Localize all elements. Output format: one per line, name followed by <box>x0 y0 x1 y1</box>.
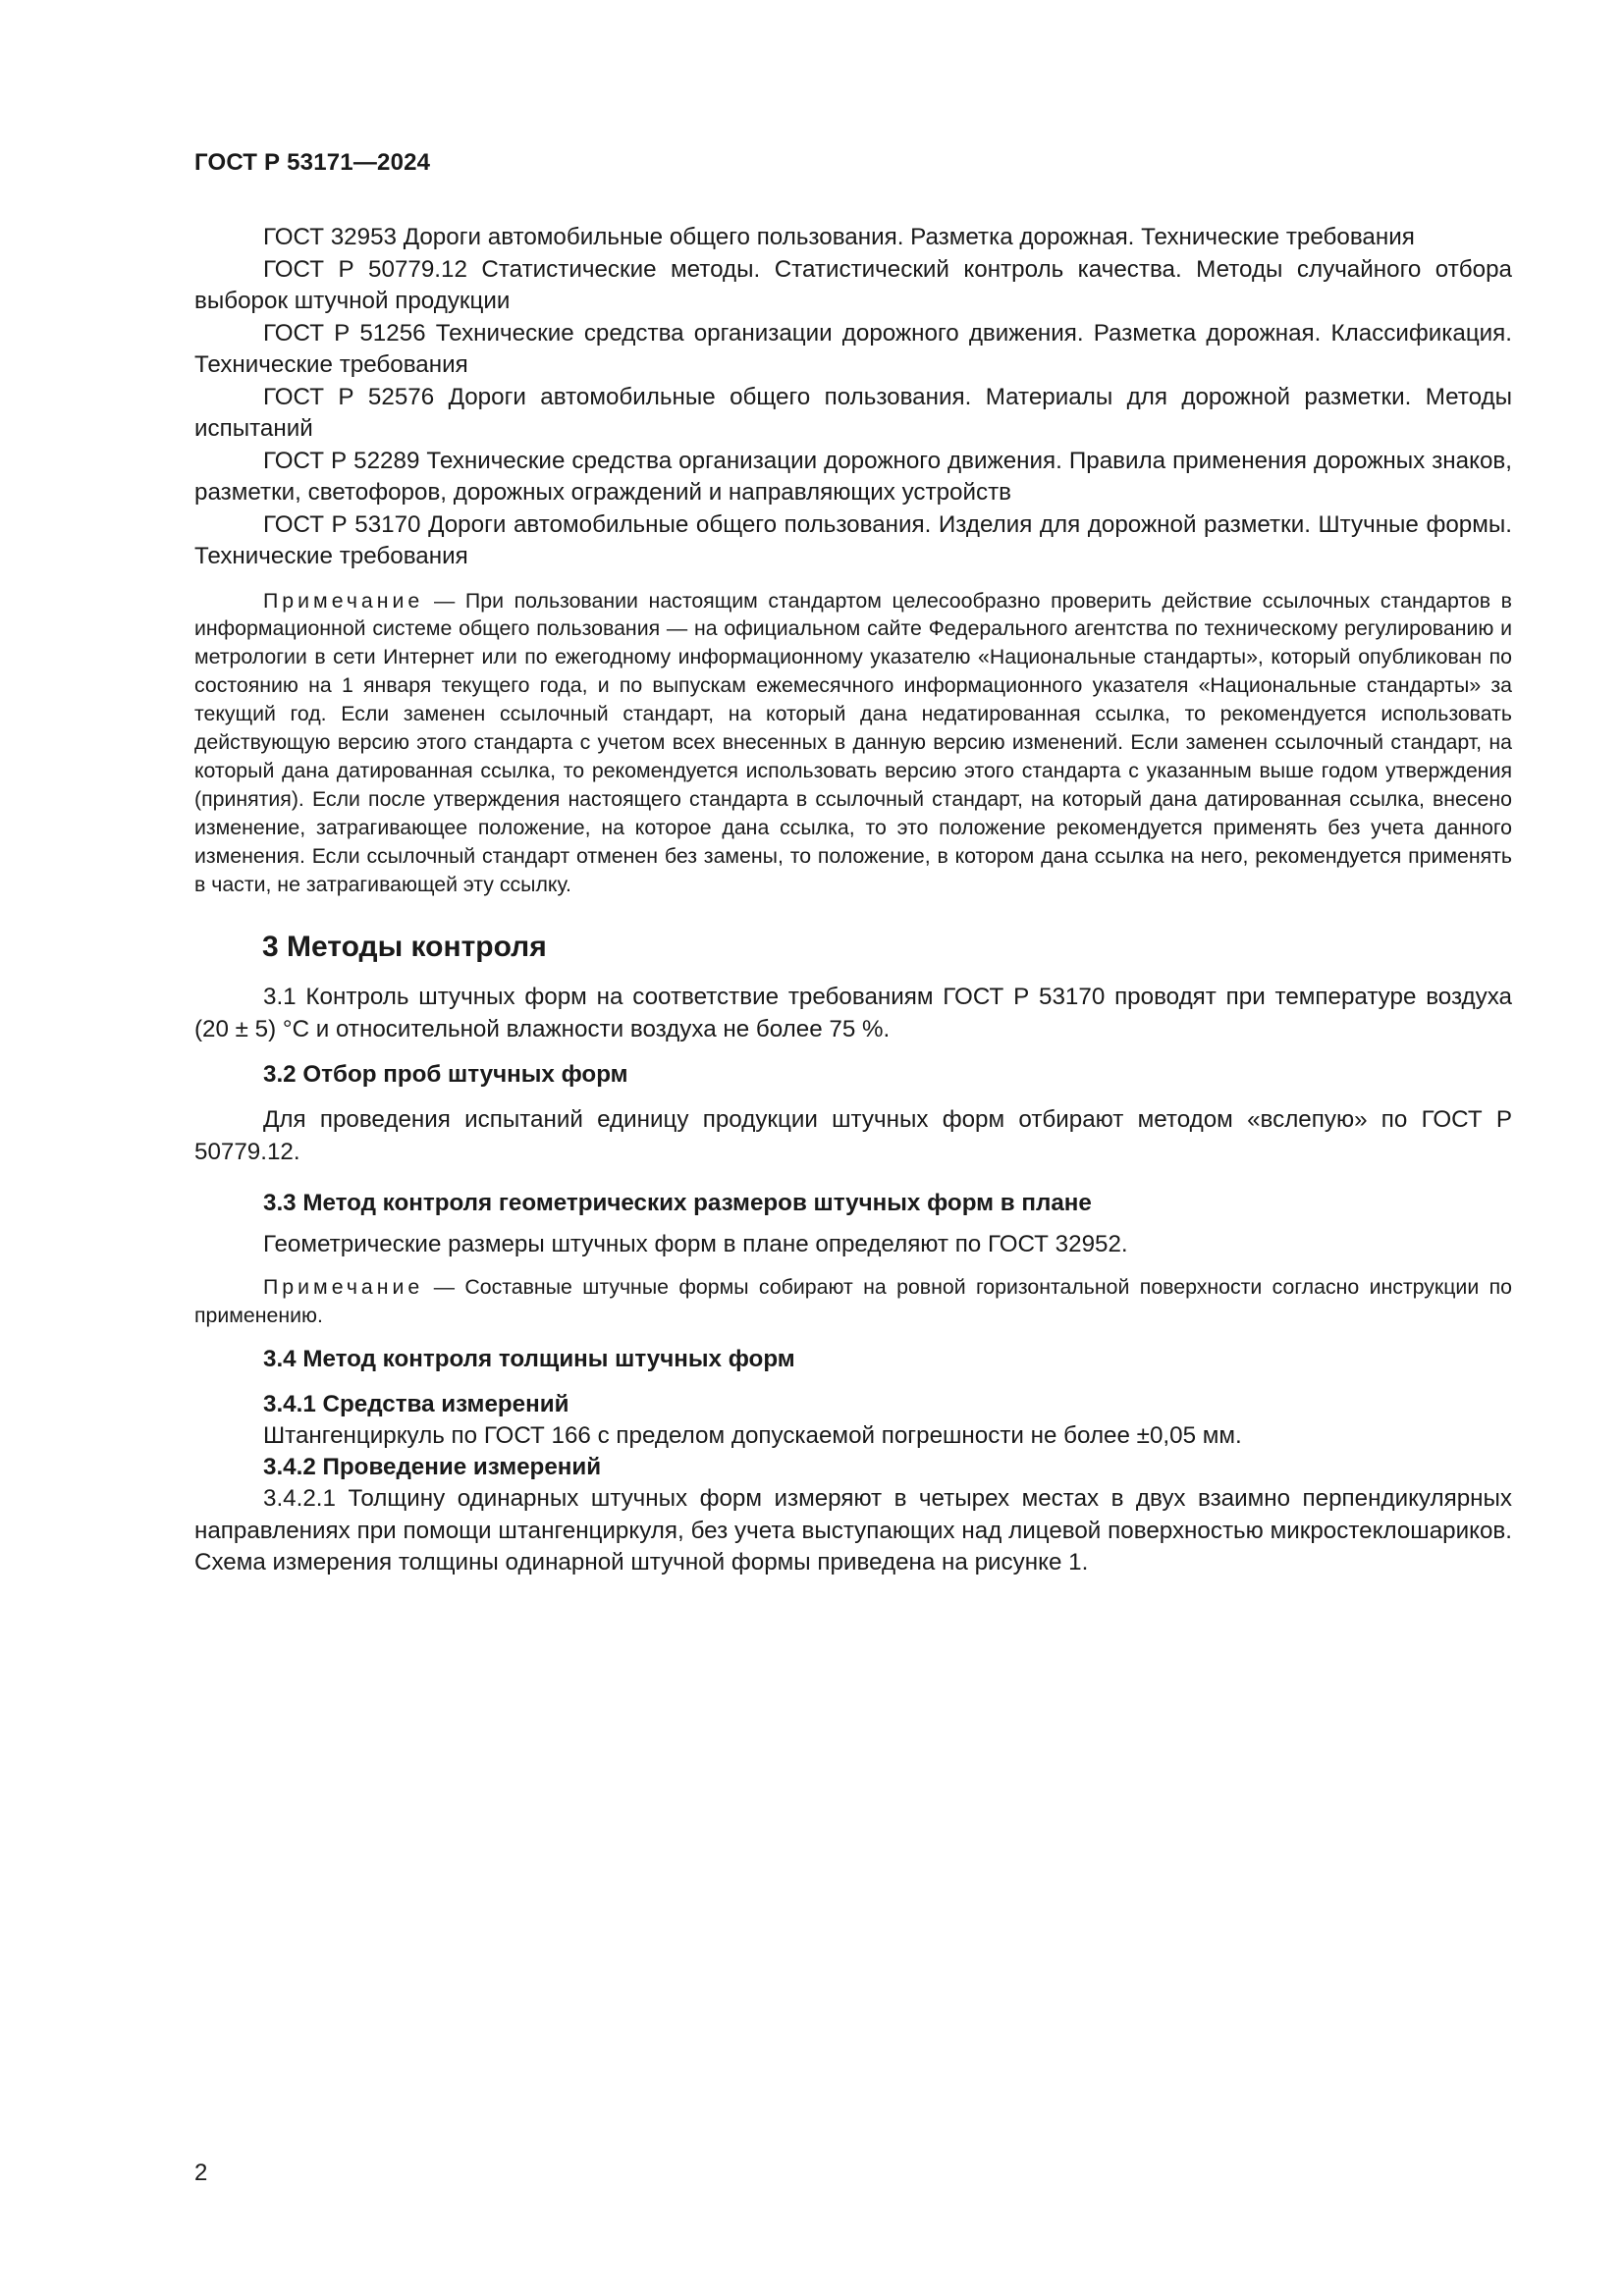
note-3-3 <box>194 1273 1512 1330</box>
heading-3-4: 3.4 Метод контроля толщины штучных форм <box>263 1345 795 1372</box>
heading-3-3: 3.3 Метод контроля геометрических размеров штучных форм в плане <box>263 1190 1092 1217</box>
paragraph-3-4-2-1: 3.4.2.1 Толщину одинарных штучных форм измеряют в четырех местах в двух взаимно перпендикулярных направлениях при помощи штангенциркуля, без учета выступающих над лицевой поверхностью микростеклошариков. Схема измерения толщины одинарной штучной формы приведена на рисунке 1. <box>194 1485 1512 1576</box>
paragraph-3-3: Геометрические размеры штучных форм в плане определяют по ГОСТ 32952. <box>263 1231 1128 1258</box>
note-text: — При пользовании настоящим стандартом целесообразно проверить действие ссылочных стандартов в информационной системе общего пользования — на официальном сайте Федерального агентства по техническому регулированию и метрологии в сети Интернет или по ежегодному информационному указателю «Национальные стандарты», который опубликован по состоянию на 1 января текущего года, и по выпускам ежемесячного информационного указателя «Национальные стандарты» за текущий год. Если заменен ссылочный стандарт, на который дана недатированная ссылка, то рекомендуется использовать действующую версию этого стандарта с учетом всех внесенных в данную версию изменений. Если заменен ссылочный стандарт, на который дана датированная ссылка, то рекомендуется использовать версию этого стандарта с указанным выше годом утверждения (принятия). Если после утверждения настоящего стандарта в ссылочный стандарт, на который дана датированная ссылка, внесено изменение, затрагивающее положение, на которое дана ссылка, то это положение рекомендуется применять без учета данного изменения. Если ссылочный стандарт отменен без замены, то положение, в котором дана ссылка на него, рекомендуется применять в части, не затрагивающей эту ссылку. <box>194 588 1512 896</box>
reference-item: ГОСТ Р 52576 Дороги автомобильные общего пользования. Материалы для дорожной разметки. Методы испытаний <box>194 383 1512 442</box>
section-title: 3 Методы контроля <box>262 931 547 964</box>
note-label: Примечание <box>263 588 424 613</box>
reference-item: ГОСТ Р 53170 Дороги автомобильные общего пользования. Изделия для дорожной разметки. Штучные формы. Технические требования <box>194 510 1512 569</box>
heading-3-2: 3.2 Отбор проб штучных форм <box>263 1061 628 1089</box>
paragraph-3-2: Для проведения испытаний единицу продукции штучных форм отбирают методом «вслепую» по ГОСТ Р 50779.12. <box>194 1106 1512 1165</box>
paragraph-3-1: 3.1 Контроль штучных форм на соответствие требованиям ГОСТ Р 53170 проводят при температуре воздуха (20 ± 5) °С и относительной влажности воздуха не более 75 %. <box>194 984 1512 1042</box>
reference-item: ГОСТ 32953 Дороги автомобильные общего пользования. Разметка дорожная. Технические требования <box>263 224 1415 250</box>
note-text: — Составные штучные формы собирают на ровной горизонтальной поверхности согласно инструкции по применению. <box>194 1274 1512 1327</box>
document-content <box>194 222 1512 1579</box>
heading-3-4-2: 3.4.2 Проведение измерений <box>263 1454 602 1481</box>
paragraph-3-4-1: Штангенциркуль по ГОСТ 166 с пределом допускаемой погрешности не более ±0,05 мм. <box>263 1421 1242 1449</box>
reference-item: ГОСТ Р 52289 Технические средства организации дорожного движения. Правила применения дорожных знаков, разметки, светофоров, дорожных ограждений и направляющих устройств <box>194 447 1512 506</box>
note-label: Примечание <box>263 1274 424 1299</box>
reference-item: ГОСТ Р 50779.12 Статистические методы. Статистический контроль качества. Методы случайного отбора выборок штучной продукции <box>194 255 1512 314</box>
reference-item: ГОСТ Р 51256 Технические средства организации дорожного движения. Разметка дорожная. Классификация. Технические требования <box>194 319 1512 378</box>
note-references <box>194 587 1512 899</box>
page-number: 2 <box>194 2160 208 2186</box>
document-header: ГОСТ Р 53171—2024 <box>194 149 431 176</box>
normative-references-list <box>194 222 1512 573</box>
heading-3-4-1: 3.4.1 Средства измерений <box>263 1390 569 1417</box>
